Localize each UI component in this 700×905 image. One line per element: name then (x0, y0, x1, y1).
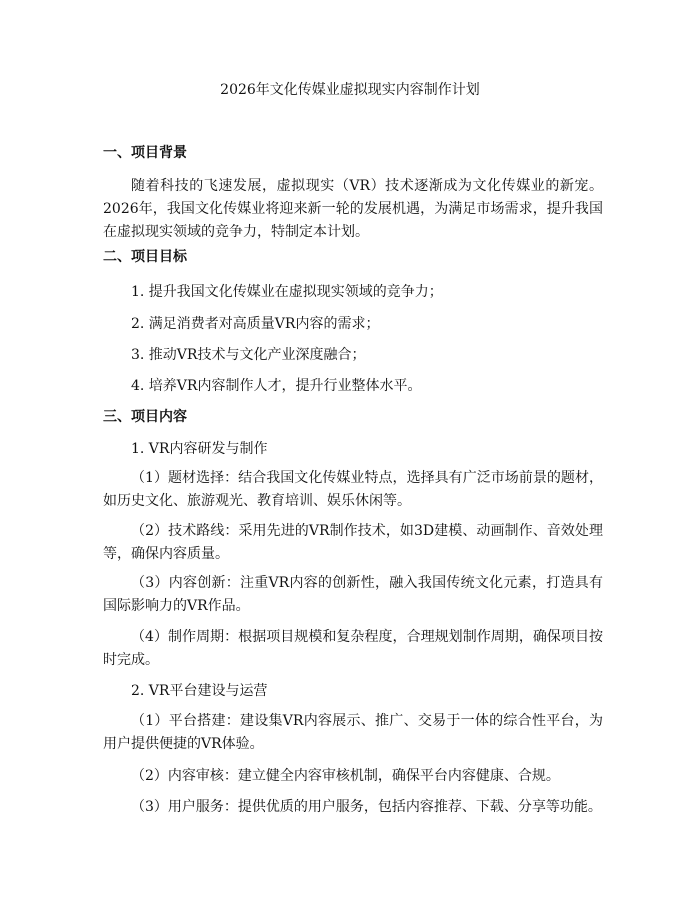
subsection-point: （3）用户服务：提供优质的用户服务，包括内容推荐、下载、分享等功能。 (131, 799, 602, 815)
goal-item: 4. 培养VR内容制作人才，提升行业整体水平。 (131, 378, 422, 394)
subsection-title: 2. VR平台建设与运营 (131, 683, 268, 699)
subsection-point: （3）内容创新：注重VR内容的创新性，融入我国传统文化元素，打造具有国际影响力的VR作品。 (103, 575, 603, 614)
section-heading-goals: 二、项目目标 (103, 249, 187, 265)
subsection-point: （2）内容审核：建立健全内容审核机制，确保平台内容健康、合规。 (131, 768, 560, 784)
subsection-title: 1. VR内容研发与制作 (131, 441, 268, 457)
subsection-point: （2）技术路线：采用先进的VR制作技术，如3D建模、动画制作、音效处理等，确保内容质量。 (103, 523, 603, 562)
subsection-point: （1）平台搭建：建设集VR内容展示、推广、交易于一体的综合性平台，为用户提供便捷的VR体验。 (103, 713, 603, 752)
goal-item: 2. 满足消费者对高质量VR内容的需求； (131, 316, 380, 332)
goal-item: 3. 推动VR技术与文化产业深度融合； (131, 347, 366, 363)
section-paragraph-background: 随着科技的飞速发展，虚拟现实（VR）技术逐渐成为文化传媒业的新宠。2026年，我国文化传媒业将迎来新一轮的发展机遇，为满足市场需求，提升我国在虚拟现实领域的竞争力，特制定本计划。 (103, 178, 603, 240)
goal-item: 1. 提升我国文化传媒业在虚拟现实领域的竞争力； (131, 284, 443, 300)
section-heading-content: 三、项目内容 (103, 409, 187, 425)
document-title: 2026年文化传媒业虚拟现实内容制作计划 (220, 82, 480, 98)
subsection-point: （1）题材选择：结合我国文化传媒业特点，选择具有广泛市场前景的题材，如历史文化、旅游观光、教育培训、娱乐休闲等。 (103, 470, 603, 509)
section-heading-background: 一、项目背景 (103, 145, 187, 161)
subsection-point: （4）制作周期：根据项目规模和复杂程度，合理规划制作周期，确保项目按时完成。 (103, 629, 603, 668)
